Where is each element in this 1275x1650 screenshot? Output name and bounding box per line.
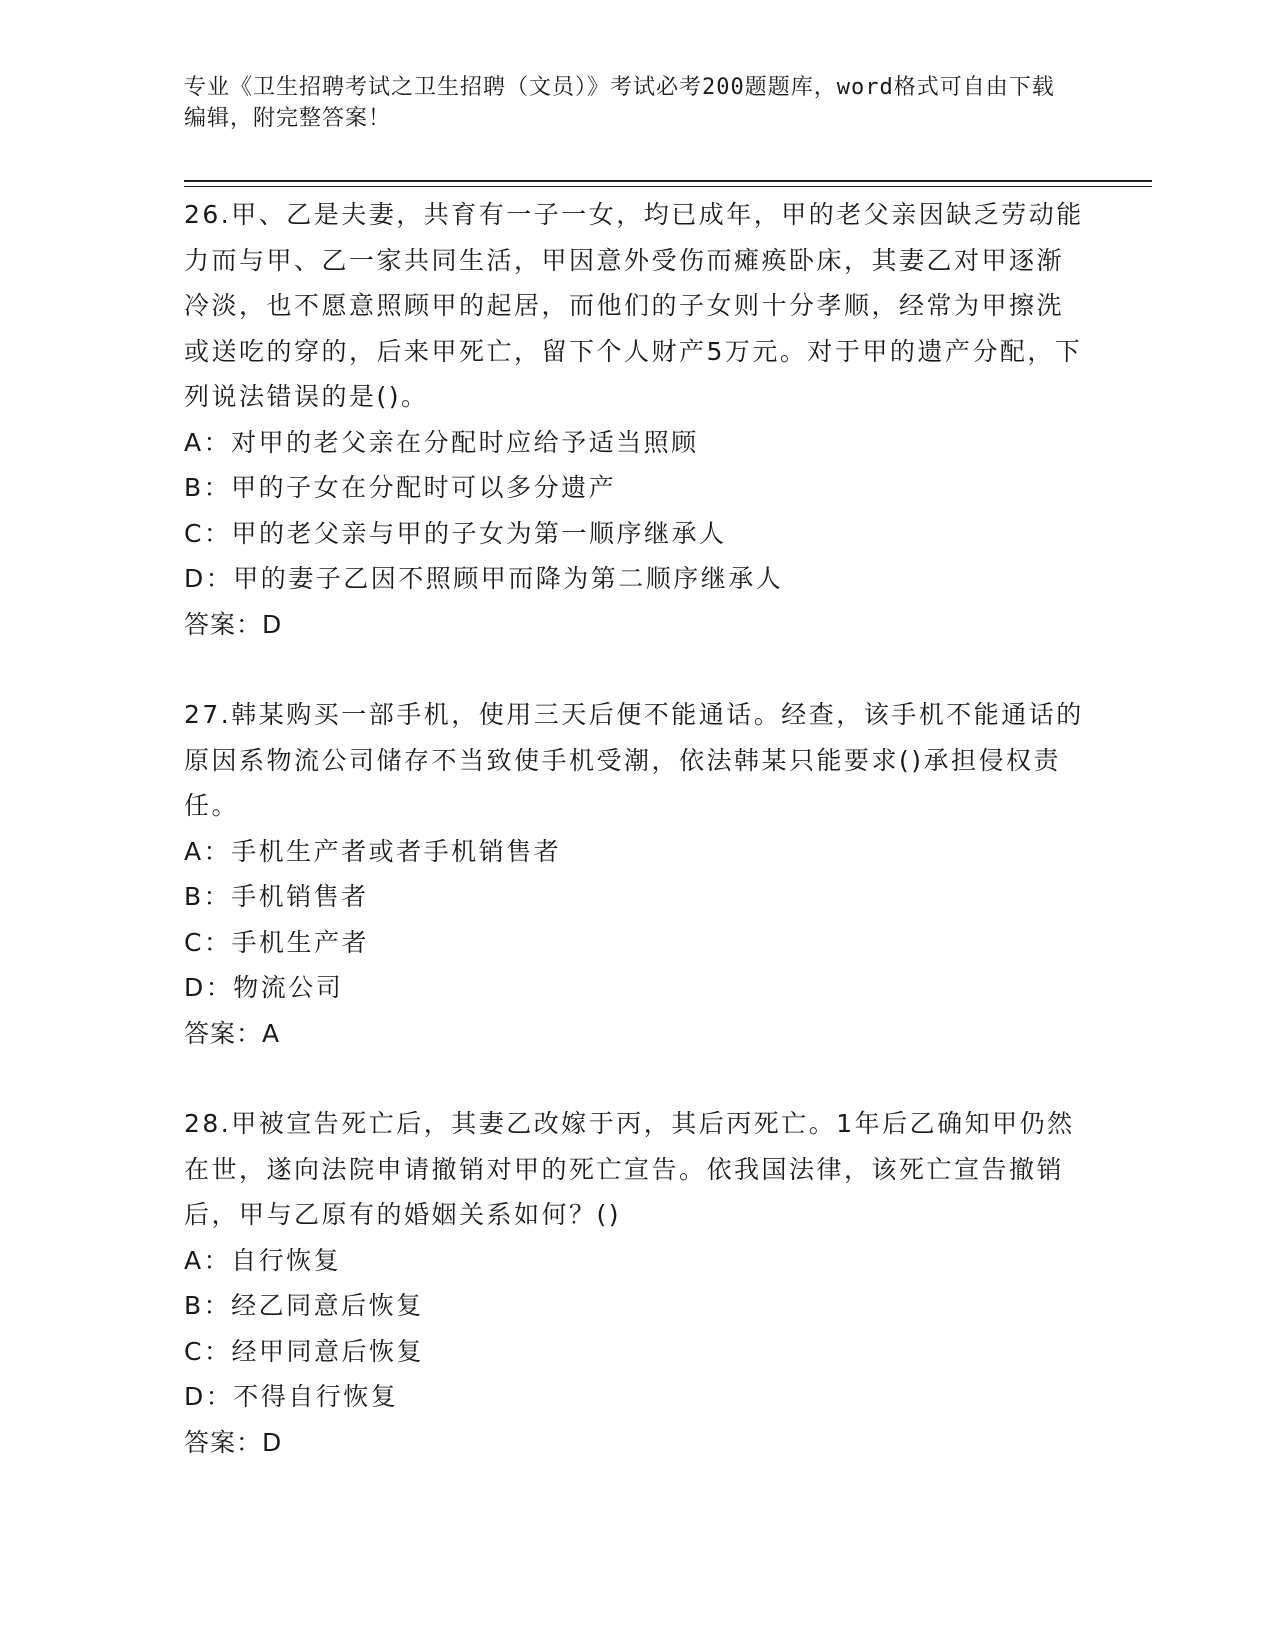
document-header: 专业《卫生招聘考试之卫生招聘（文员）》考试必考200题题库，word格式可自由下载编辑，附完整答案！ [184, 75, 1055, 131]
option-b: B：手机销售者 [184, 882, 369, 911]
option-a: A：手机生产者或者手机销售者 [184, 836, 562, 866]
option-c: C：经甲同意后恢复 [184, 1336, 424, 1366]
answer-line: 答案：D [184, 609, 283, 639]
question-stem: 28.甲被宣告死亡后，其妻乙改嫁于丙，其后丙死亡。1年后乙确知甲仍然在世，遂向法院申请撤销对甲的死亡宣告。依我国法律，该死亡宣告撤销后，甲与乙原有的婚姻关系如何？() [184, 1109, 1075, 1229]
option-c: C：手机生产者 [184, 927, 369, 957]
question-28 [184, 1101, 1084, 1465]
answer-line: 答案：A [184, 1018, 281, 1048]
option-b: B：甲的子女在分配时可以多分遗产 [184, 473, 617, 502]
question-stem: 26.甲、乙是夫妻，共育有一子一女，均已成年，甲的老父亲因缺乏劳动能力而与甲、乙一家共同生活，甲因意外受伤而瘫痪卧床，其妻乙对甲逐渐冷淡，也不愿意照顾甲的起居，而他们的子女则十分孝顺，经常为甲擦洗或送吃的穿的，后来甲死亡，留下个人财产5万元。对于甲的遗产分配，下列说法错误的是()。 [184, 200, 1084, 411]
question-list [184, 192, 1084, 1510]
answer-line: 答案：D [184, 1427, 283, 1457]
question-26 [184, 192, 1084, 647]
option-d: D：物流公司 [184, 973, 344, 1002]
header-divider-thin [184, 186, 1152, 187]
header-divider-thick [184, 180, 1152, 182]
option-d: D：甲的妻子乙因不照顾甲而降为第二顺序继承人 [184, 564, 784, 593]
option-b: B：经乙同意后恢复 [184, 1291, 424, 1320]
option-a: A：自行恢复 [184, 1245, 342, 1275]
option-a: A：对甲的老父亲在分配时应给予适当照顾 [184, 427, 699, 457]
question-27 [184, 692, 1084, 1056]
question-stem: 27.韩某购买一部手机，使用三天后便不能通话。经查，该手机不能通话的原因系物流公司储存不当致使手机受潮，依法韩某只能要求()承担侵权责任。 [184, 700, 1084, 820]
option-d: D：不得自行恢复 [184, 1382, 399, 1411]
option-c: C：甲的老父亲与甲的子女为第一顺序继承人 [184, 518, 727, 548]
